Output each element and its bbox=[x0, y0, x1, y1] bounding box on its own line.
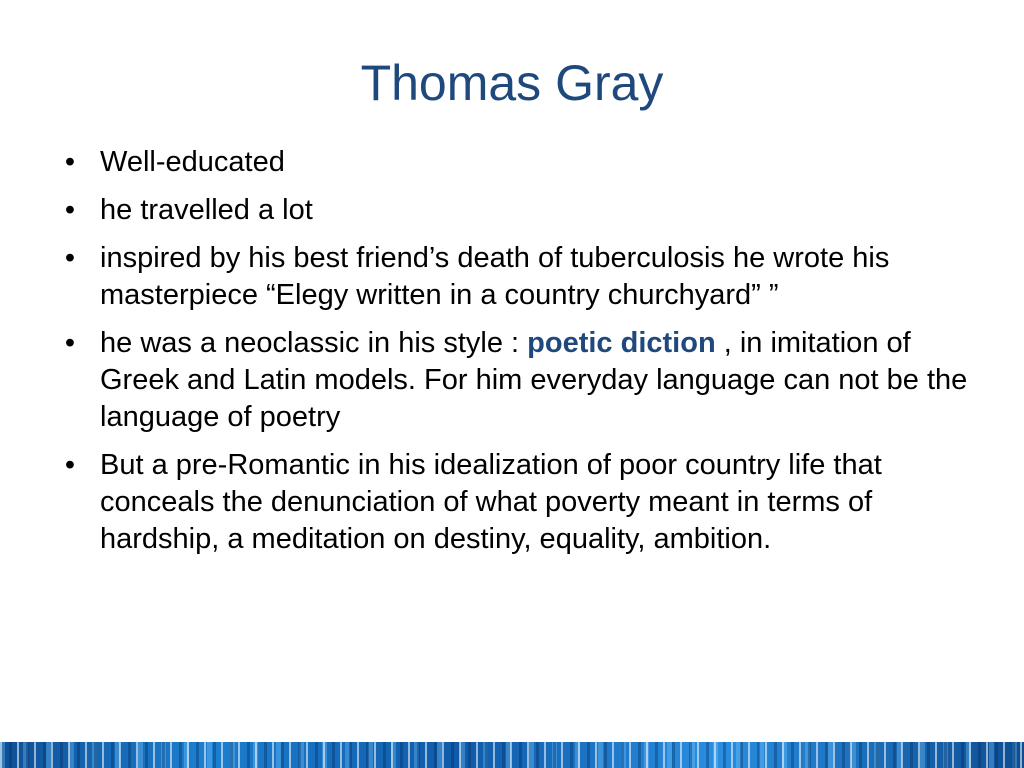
bullet-icon: • bbox=[64, 327, 76, 359]
bullet-text: inspired by his best friend’s death of tuberculosis he wrote his masterpiece “Elegy written in a country churchyard” ” bbox=[100, 242, 890, 311]
bullet-item bbox=[60, 325, 990, 436]
bullet-item bbox=[60, 192, 990, 229]
slide-title: Thomas Gray bbox=[360, 55, 664, 111]
bullet-text bbox=[100, 327, 967, 433]
bullet-icon: • bbox=[64, 242, 76, 274]
bullet-text-before: he was a neoclassic in his style : bbox=[100, 327, 528, 359]
bullet-item bbox=[60, 447, 990, 558]
bullet-icon: • bbox=[64, 449, 76, 481]
bullet-text-after: , in imitation of Greek and Latin models. For him everyday language can not be the language of poetry bbox=[100, 327, 968, 433]
bullet-text: But a pre-Romantic in his idealization of poor country life that conceals the denunciation of what poverty meant in terms of hardship, a meditation on destiny, equality, ambition. bbox=[100, 449, 882, 555]
bullet-icon: • bbox=[64, 194, 76, 226]
footer-stripe bbox=[0, 742, 1024, 768]
bullet-item bbox=[60, 240, 990, 314]
bullet-text: Well-educated bbox=[100, 146, 285, 178]
bullet-icon: • bbox=[64, 146, 76, 178]
bullet-text: he travelled a lot bbox=[100, 194, 313, 226]
bullet-item bbox=[60, 144, 990, 181]
emphasis-term: poetic diction bbox=[527, 327, 716, 359]
bullet-list bbox=[60, 144, 990, 569]
